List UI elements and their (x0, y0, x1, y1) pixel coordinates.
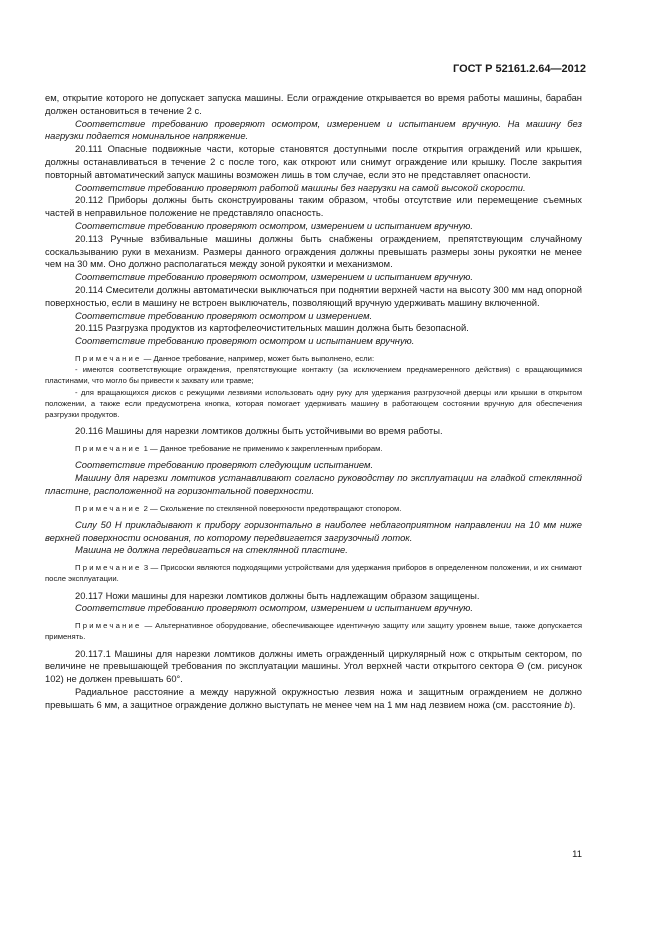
note-1-item-1: - имеются соответствующие ограждения, препятствующие контакту (за исключением преднамеренного действия) с вращающимися пластинами, что могло бы привести к захвату или травме; (45, 365, 582, 386)
note-1-item-2: - для вращающихся дисков с режущими лезвиями использовать одну руку для удержания разгрузочной дверцы или крышки в открытом положении, а также если предусмотрена кнопка, которая помогает удерживать машину в работающем состоянии вручную для обеспечения разгрузки продуктов. (45, 387, 582, 419)
compliance-paragraph: Соответствие требованию проверяют осмотром и измерением. (75, 309, 373, 321)
note-text: 1 — Данное требование не применимо к закрепленным приборам. (141, 443, 383, 453)
document-number: ГОСТ Р 52161.2.64—2012 (452, 63, 586, 75)
test-paragraph: Машину для нарезки ломтиков устанавливают согласно руководству по эксплуатации на гладкой стеклянной пластине, расположенной на горизонтальной поверхности. (45, 471, 582, 496)
compliance-paragraph: Соответствие требованию проверяют осмотром, измерением и испытанием вручную. (75, 271, 473, 283)
note-label: Примечание (75, 621, 142, 631)
clause-20-113: 20.113 Ручные взбивальные машины должны быть снабжены ограждением, препятствующим случайному соскальзыванию руки в механизм. Размеры данного ограждения должны превышать размеры зоны рукоятки не менее чем на 30 мм. Оно должно располагаться между зоной рукоятки и механизмом. (45, 232, 582, 270)
note-5 (45, 620, 582, 642)
clause-20-111: 20.111 Опасные подвижные части, которые становятся доступными после открытия ограждений или крышек, должны останавливаться в течение 2 с после того, как откроют или снимут ограждение или крышку. После закрытия повторный автоматический запуск машины возможен лишь в том случае, если это не представляет опасности. (45, 143, 582, 180)
note-text: — Данное требование, например, может быть выполнено, если: (141, 353, 375, 363)
paragraph: ем, открытие которого не допускает запуска машины. Если ограждение открывается во время работы машины, барабан должен остановиться в течение 2 с. (45, 92, 582, 116)
note-2 (45, 443, 582, 454)
compliance-paragraph: Соответствие требованию проверяют осмотром и испытанием вручную. (75, 335, 415, 347)
note-text: 3 — Присоски являются подходящими устройствами для удержания приборов в определенном положении, и их снимают после эксплуатации. (45, 563, 582, 584)
paragraph (45, 686, 582, 712)
compliance-paragraph: Соответствие требованию проверяют осмотром, измерением и испытанием вручную. (75, 219, 473, 231)
note-3 (45, 503, 582, 514)
clause-20-114: 20.114 Смесители должны автоматически выключаться при поднятии верхней части на высоту 300 мм над опорной поверхностью, если в машину не встроен выключатель, позволяющий вручную удерживать машину включенной. (45, 283, 582, 308)
note-1 (45, 353, 582, 364)
note-label: Примечание (75, 353, 142, 363)
note-label: Примечание (75, 443, 142, 453)
clause-20-112: 20.112 Приборы должны быть сконструированы таким образом, чтобы отсутствие или перемещение съемных частей в неправильное положение не представляло опасность. (45, 194, 582, 219)
document-body (45, 92, 582, 712)
text: ). (569, 698, 576, 710)
compliance-paragraph: Соответствие требованию проверяют осмотром, измерением и испытанием вручную. (75, 602, 473, 614)
note-label: Примечание (75, 563, 142, 573)
compliance-paragraph: Соответствие требованию проверяют осмотром, измерением и испытанием вручную. На машину без нагрузки подается номинальное напряжение. (45, 117, 582, 142)
text: Радиальное расстояние a между наружной окружностью лезвия ножа и защитным ограждением не должно превышать 6 мм, а защитное ограждение должно выступать не менее чем на 1 мм над лезвием ножа (см. расстояние (45, 685, 582, 710)
clause-20-117: 20.117 Ножи машины для нарезки ломтиков должны быть надлежащим образом защищены. (75, 589, 480, 601)
clause-20-116: 20.116 Машины для нарезки ломтиков должны быть устойчивыми во время работы. (75, 425, 443, 437)
test-paragraph: Силу 50 Н прикладывают к прибору горизонтально в наиболее неблагоприятном направлении на 10 мм ниже верхней поверхности основания, по которому передвигается загрузочный лоток. (45, 518, 582, 543)
note-label: Примечание (75, 503, 142, 513)
compliance-paragraph: Соответствие требованию проверяют следующим испытанием. (75, 459, 374, 471)
page-number: 11 (572, 849, 582, 860)
clause-20-117-1: 20.117.1 Машины для нарезки ломтиков должны иметь огражденный циркулярный нож с открытым сектором, по величине не превышающей требования по эксплуатации машины. Угол верхней части открытого сектора Θ (см. рисунок 102) не должен превышать 60°. (45, 647, 582, 685)
compliance-paragraph: Соответствие требованию проверяют работой машины без нагрузки на самой высокой скорости. (75, 181, 526, 193)
note-text: 2 — Скольжение по стеклянной поверхности предотвращают стопором. (141, 503, 402, 513)
note-text: — Альтернативное оборудование, обеспечивающее идентичную защиту или защиту уровнем выше, также допускается применять. (45, 621, 582, 642)
clause-20-115: 20.115 Разгрузка продуктов из картофелеочистительных машин должна быть безопасной. (75, 322, 469, 334)
test-paragraph: Машина не должна передвигаться на стеклянной пластине. (75, 544, 348, 556)
note-4 (45, 562, 582, 584)
variable-b: b (564, 698, 570, 710)
